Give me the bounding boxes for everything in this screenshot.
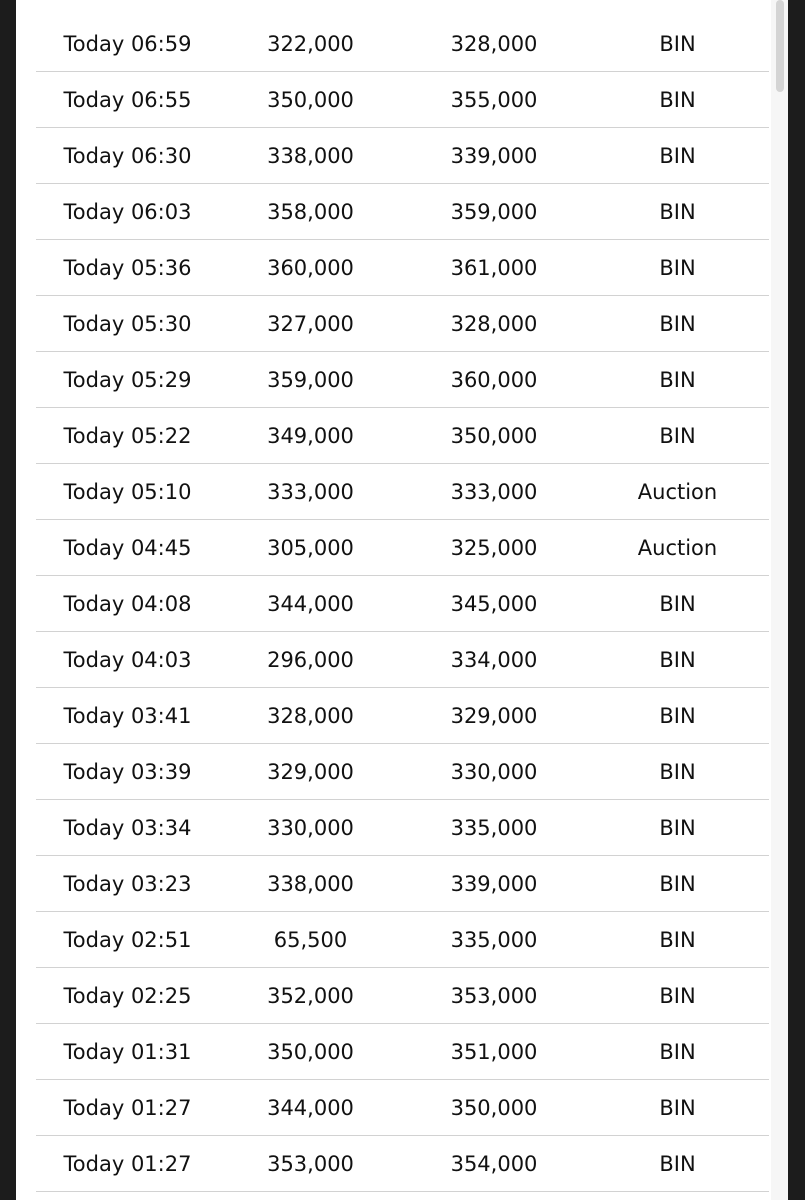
sale-type-cell: BIN xyxy=(586,352,769,408)
sale-bid-cell: 334,000 xyxy=(402,632,586,688)
sale-price-cell: 352,000 xyxy=(219,968,402,1024)
sale-bid-cell: 328,000 xyxy=(402,16,586,72)
sale-date-cell: Today 05:22 xyxy=(36,408,219,464)
table-row xyxy=(36,632,769,688)
sale-bid-cell: 361,000 xyxy=(402,240,586,296)
sale-date-cell: Today 06:55 xyxy=(36,72,219,128)
table-row xyxy=(36,1080,769,1136)
table-row xyxy=(36,184,769,240)
sale-bid-cell: 350,000 xyxy=(402,1080,586,1136)
table-row xyxy=(36,352,769,408)
vertical-scrollbar[interactable] xyxy=(771,0,788,1200)
sale-type-cell: BIN xyxy=(586,856,769,912)
table-row xyxy=(36,408,769,464)
sale-type-cell: BIN xyxy=(586,744,769,800)
table-row xyxy=(36,1136,769,1192)
sale-date-cell: Today 03:39 xyxy=(36,744,219,800)
table-row xyxy=(36,688,769,744)
table-row xyxy=(36,856,769,912)
table-row xyxy=(36,912,769,968)
sale-price-cell: 360,000 xyxy=(219,240,402,296)
sales-table-body xyxy=(36,16,769,1192)
page-content xyxy=(16,0,788,1200)
sale-date-cell: Today 06:30 xyxy=(36,128,219,184)
table-row xyxy=(36,800,769,856)
sale-bid-cell: 339,000 xyxy=(402,128,586,184)
sale-date-cell: Today 04:03 xyxy=(36,632,219,688)
table-row xyxy=(36,520,769,576)
sale-bid-cell: 359,000 xyxy=(402,184,586,240)
table-row xyxy=(36,576,769,632)
sale-bid-cell: 360,000 xyxy=(402,352,586,408)
table-row xyxy=(36,296,769,352)
sale-bid-cell: 355,000 xyxy=(402,72,586,128)
sale-price-cell: 350,000 xyxy=(219,1024,402,1080)
sale-price-cell: 344,000 xyxy=(219,576,402,632)
sale-price-cell: 349,000 xyxy=(219,408,402,464)
sale-price-cell: 330,000 xyxy=(219,800,402,856)
table-row xyxy=(36,968,769,1024)
sale-type-cell: BIN xyxy=(586,240,769,296)
sale-bid-cell: 335,000 xyxy=(402,912,586,968)
sale-date-cell: Today 05:10 xyxy=(36,464,219,520)
sale-price-cell: 359,000 xyxy=(219,352,402,408)
sale-bid-cell: 330,000 xyxy=(402,744,586,800)
sale-date-cell: Today 03:41 xyxy=(36,688,219,744)
sale-bid-cell: 339,000 xyxy=(402,856,586,912)
sale-price-cell: 322,000 xyxy=(219,16,402,72)
sale-type-cell: BIN xyxy=(586,968,769,1024)
sale-type-cell: BIN xyxy=(586,1024,769,1080)
table-row xyxy=(36,240,769,296)
sale-type-cell: BIN xyxy=(586,800,769,856)
sale-date-cell: Today 01:31 xyxy=(36,1024,219,1080)
sale-date-cell: Today 02:25 xyxy=(36,968,219,1024)
sale-date-cell: Today 03:34 xyxy=(36,800,219,856)
sale-type-cell: BIN xyxy=(586,408,769,464)
sale-price-cell: 329,000 xyxy=(219,744,402,800)
sale-price-cell: 333,000 xyxy=(219,464,402,520)
scrollbar-thumb[interactable] xyxy=(776,0,784,92)
sales-history-table xyxy=(36,16,769,1192)
sale-bid-cell: 325,000 xyxy=(402,520,586,576)
table-row xyxy=(36,464,769,520)
sale-price-cell: 353,000 xyxy=(219,1136,402,1192)
sale-price-cell: 305,000 xyxy=(219,520,402,576)
sale-price-cell: 338,000 xyxy=(219,856,402,912)
sale-type-cell: BIN xyxy=(586,1080,769,1136)
sale-date-cell: Today 06:59 xyxy=(36,16,219,72)
sale-type-cell: BIN xyxy=(586,16,769,72)
sale-bid-cell: 351,000 xyxy=(402,1024,586,1080)
sale-type-cell: BIN xyxy=(586,128,769,184)
sale-price-cell: 328,000 xyxy=(219,688,402,744)
sale-date-cell: Today 05:30 xyxy=(36,296,219,352)
sale-date-cell: Today 06:03 xyxy=(36,184,219,240)
sale-bid-cell: 354,000 xyxy=(402,1136,586,1192)
sale-type-cell: BIN xyxy=(586,912,769,968)
sale-price-cell: 327,000 xyxy=(219,296,402,352)
sale-date-cell: Today 02:51 xyxy=(36,912,219,968)
sale-price-cell: 344,000 xyxy=(219,1080,402,1136)
table-row xyxy=(36,1024,769,1080)
sale-price-cell: 296,000 xyxy=(219,632,402,688)
table-row xyxy=(36,744,769,800)
sale-type-cell: BIN xyxy=(586,632,769,688)
table-row xyxy=(36,72,769,128)
sale-date-cell: Today 05:29 xyxy=(36,352,219,408)
sale-date-cell: Today 05:36 xyxy=(36,240,219,296)
sale-date-cell: Today 04:45 xyxy=(36,520,219,576)
sale-bid-cell: 350,000 xyxy=(402,408,586,464)
sale-type-cell: BIN xyxy=(586,688,769,744)
sale-bid-cell: 345,000 xyxy=(402,576,586,632)
sale-bid-cell: 329,000 xyxy=(402,688,586,744)
sale-date-cell: Today 03:23 xyxy=(36,856,219,912)
sale-type-cell: BIN xyxy=(586,184,769,240)
sale-type-cell: BIN xyxy=(586,1136,769,1192)
sale-type-cell: BIN xyxy=(586,72,769,128)
sale-date-cell: Today 01:27 xyxy=(36,1080,219,1136)
sale-type-cell: BIN xyxy=(586,576,769,632)
sale-date-cell: Today 01:27 xyxy=(36,1136,219,1192)
sale-bid-cell: 353,000 xyxy=(402,968,586,1024)
sale-price-cell: 358,000 xyxy=(219,184,402,240)
sale-date-cell: Today 04:08 xyxy=(36,576,219,632)
table-row xyxy=(36,128,769,184)
sale-bid-cell: 335,000 xyxy=(402,800,586,856)
sale-price-cell: 350,000 xyxy=(219,72,402,128)
sale-bid-cell: 328,000 xyxy=(402,296,586,352)
sale-type-cell: Auction xyxy=(586,520,769,576)
sale-type-cell: Auction xyxy=(586,464,769,520)
sale-price-cell: 338,000 xyxy=(219,128,402,184)
sale-bid-cell: 333,000 xyxy=(402,464,586,520)
table-row xyxy=(36,16,769,72)
sale-price-cell: 65,500 xyxy=(219,912,402,968)
sale-type-cell: BIN xyxy=(586,296,769,352)
